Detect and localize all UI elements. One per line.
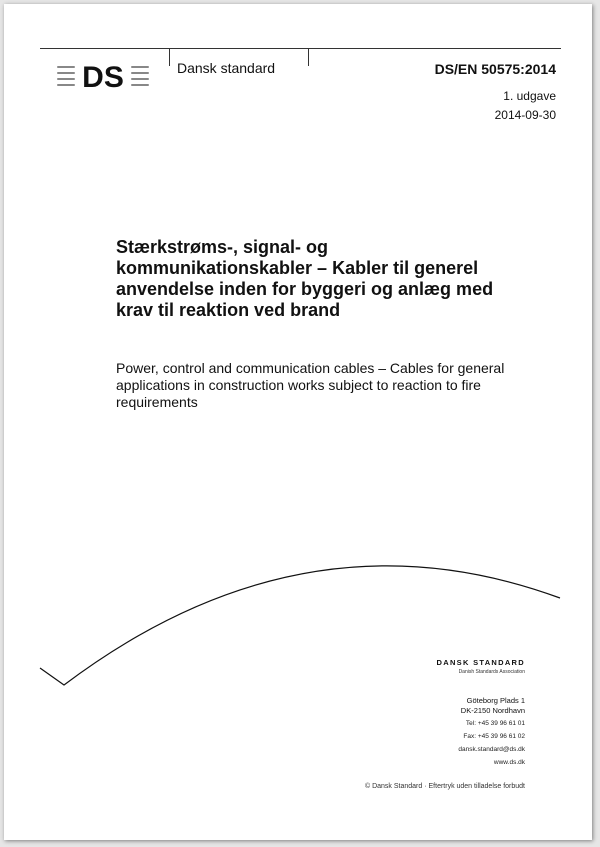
- copyright-notice: © Dansk Standard · Eftertryk uden tilladelse forbudt: [364, 783, 525, 790]
- document-id: DS/EN 50575:2014: [434, 61, 556, 77]
- edition: 1. udgave: [503, 89, 556, 103]
- title-english: Power, control and communication cables – Cables for general applications in construction works subject to reaction to fire requirements: [116, 360, 505, 410]
- brand-name: Dansk standard: [177, 60, 276, 76]
- organization-name: DANSK STANDARD: [436, 658, 525, 667]
- phone-number: Tel: +45 39 96 61 01: [465, 720, 525, 727]
- address-line: DK-2150 Nordhavn: [460, 706, 525, 715]
- website-link[interactable]: www.ds.dk: [493, 759, 525, 766]
- email-address: dansk.standard@ds.dk: [458, 746, 525, 753]
- title-danish: Stærkstrøms-, signal- og kommunikationskabler – Kabler til generel anvendelse inden for byggeri og anlæg med krav til reaktion ved brand: [116, 237, 494, 320]
- logo-text: DS: [82, 61, 124, 90]
- document-page: [4, 4, 592, 840]
- organization-subtitle: Danish Standards Association: [458, 669, 525, 675]
- fax-number: Fax: +45 39 96 61 02: [463, 733, 525, 740]
- publication-date: 2014-09-30: [494, 108, 556, 122]
- address-line: Göteborg Plads 1: [466, 696, 525, 705]
